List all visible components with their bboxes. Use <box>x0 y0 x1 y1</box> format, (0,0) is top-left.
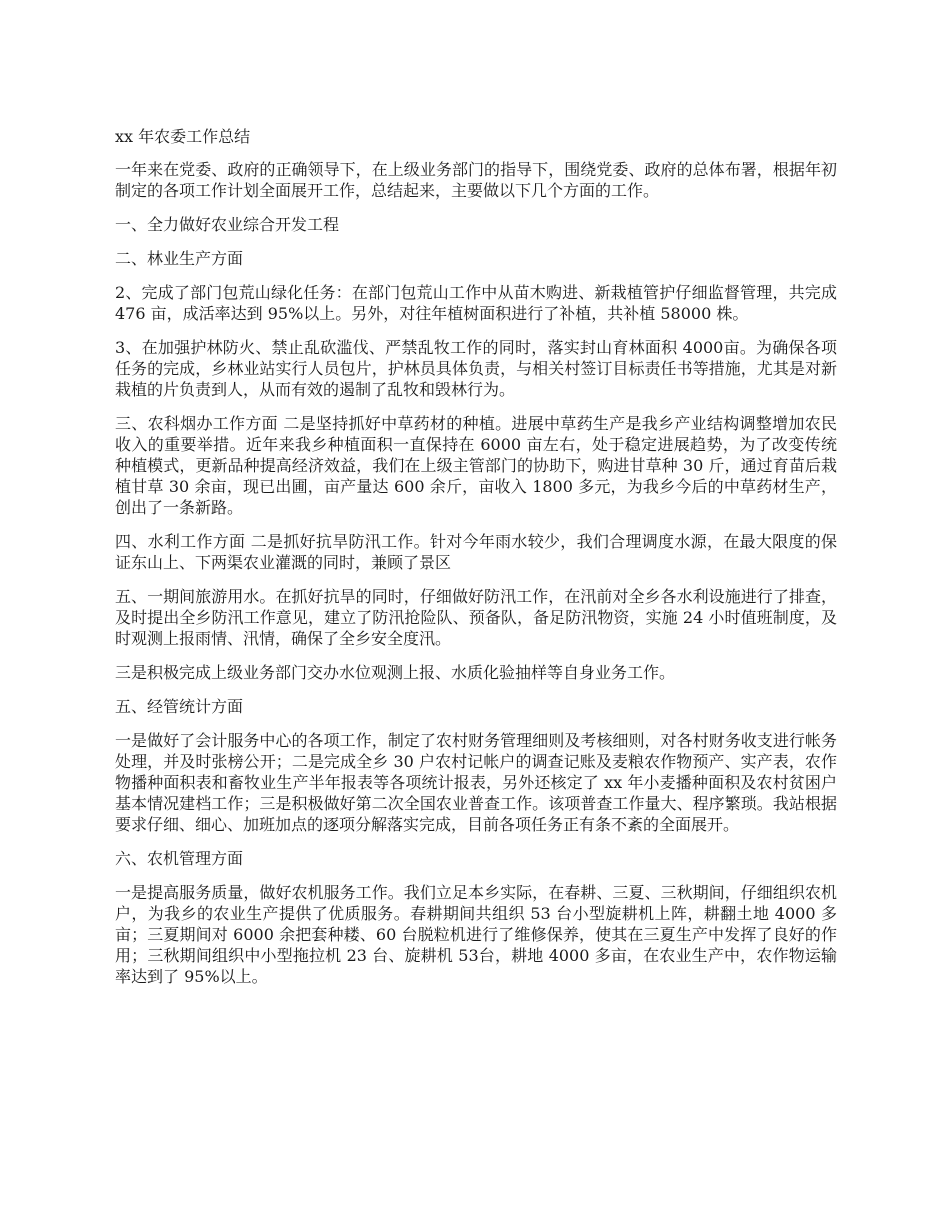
heading-agri-development: 一、全力做好农业综合开发工程 <box>115 215 340 234</box>
paragraph-forestry-2: 2、完成了部门包荒山绿化任务：在部门包荒山工作中从苗木购进、新栽植管护仔细监督管理，共完成 476 亩，成活率达到 95%以上。另外，对往年植树面积进行了补植，共补植 58000 株。 <box>115 283 837 323</box>
paragraph-water-monitoring: 三是积极完成上级业务部门交办水位观测上报、水质化验抽样等自身业务工作。 <box>115 663 676 682</box>
paragraph-herbal: 三、农科烟办工作方面 二是坚持抓好中草药材的种植。进展中草药生产是我乡产业结构调整增加农民收入的重要举措。近年来我乡种植面积一直保持在 6000 亩左右，处于稳定进展趋势，为了改变传统种植模式，更新品种提高经济效益，我们在上级主管部门的协助下，购进甘草种 30 斤，通过育苗后栽植甘草 30 余亩，现已出圃，亩产量达 600 余斤，亩收入 1800 多元，为我乡今后的中草药材生产，创出了一条新路。 <box>115 414 837 517</box>
paragraph-water-drought: 四、水利工作方面 二是抓好抗旱防汛工作。针对今年雨水较少，我们合理调度水源，在最大限度的保证东山上、下两渠农业灌溉的同时，兼顾了景区 <box>115 532 837 572</box>
paragraph-machinery: 一是提高服务质量，做好农机服务工作。我们立足本乡实际，在春耕、三夏、三秋期间，仔细组织农机户，为我乡的农业生产提供了优质服务。春耕期间共组织 53 台小型旋耕机上阵，耕翻土地 4000 多亩；三夏期间对 6000 余把套种耧、60 台脱粒机进行了维修保养，使其在三夏生产中发挥了良好的作用；三秋期间组织中小型拖拉机 23 台、旋耕机 53台，耕地 4000 多亩，在农业生产中，农作物运输率达到了 95%以上。 <box>115 883 837 986</box>
paragraph-intro: 一年来在党委、政府的正确领导下，在上级业务部门的指导下，围绕党委、政府的总体布署，根据年初制定的各项工作计划全面展开工作，总结起来，主要做以下几个方面的工作。 <box>115 160 837 200</box>
document-title: xx 年农委工作总结 <box>115 127 251 146</box>
heading-statistics: 五、经管统计方面 <box>115 697 244 716</box>
paragraph-forestry-3: 3、在加强护林防火、禁止乱砍滥伐、严禁乱牧工作的同时，落实封山育林面积 4000亩。为确保各项任务的完成，乡林业站实行人员包片，护林员具体负责，与相关村签订目标责任书等措施，尤其是对新栽植的片负责到人，从而有效的遏制了乱牧和毁林行为。 <box>115 338 837 399</box>
document-page <box>115 126 837 1000</box>
paragraph-statistics: 一是做好了会计服务中心的各项工作，制定了农村财务管理细则及考核细则，对各村财务收支进行帐务处理，并及时张榜公开；二是完成全乡 30 户农村记帐户的调查记账及麦粮农作物预产、实产表，农作物播种面积表和畜牧业生产半年报表等各项统计报表，另外还核定了 xx 年小麦播种面积及农村贫困户基本情况建档工作；三是积极做好第二次全国农业普查工作。该项普查工作量大、程序繁琐。我站根据要求仔细、细心、加班加点的逐项分解落实完成，目前各项任务正有条不紊的全面展开。 <box>115 731 837 834</box>
heading-machinery: 六、农机管理方面 <box>115 849 244 868</box>
paragraph-flood-control: 五、一期间旅游用水。在抓好抗旱的同时，仔细做好防汛工作，在汛前对全乡各水利设施进行了排查，及时提出全乡防汛工作意见，建立了防汛抢险队、预备队，备足防汛物资，实施 24 小时值班制度，及时观测上报雨情、汛情，确保了全乡安全度汛。 <box>115 587 837 648</box>
heading-forestry: 二、林业生产方面 <box>115 249 244 268</box>
